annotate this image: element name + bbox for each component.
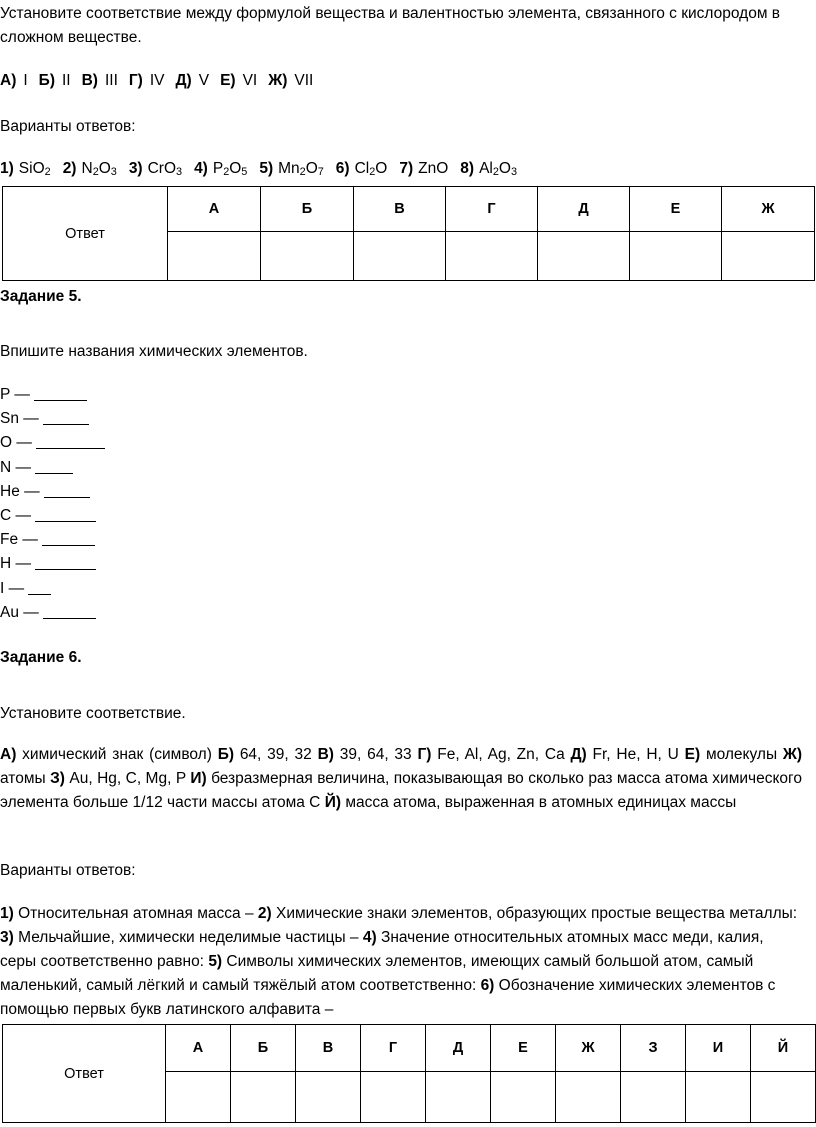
valence-letter: Б) — [38, 72, 55, 89]
option-number: 4) — [362, 929, 377, 946]
matching-text: Au, Hg, C, Mg, P — [69, 770, 186, 787]
element-item — [0, 504, 96, 528]
formula — [213, 160, 247, 177]
option-number: 3) — [0, 929, 14, 946]
task4-formula-options — [0, 157, 517, 181]
formula-subscript: 2 — [44, 166, 51, 178]
formula-subscript: 3 — [510, 166, 517, 178]
option-number: 2) — [257, 905, 272, 922]
option-number: 5) — [259, 160, 274, 177]
matching-letter: Е) — [684, 746, 701, 763]
formula — [81, 160, 116, 177]
matching-text: безразмерная величина, показывающая во сколько раз масса атома химического элемента больше 1/12 части массы атома С — [0, 770, 802, 811]
column-header: Б — [231, 1025, 296, 1072]
option-text: Символы химических элементов, имеющих самый большой атом, самый маленький, самый лёгкий и самый тяжёлый атом соответственно: — [0, 953, 754, 994]
answer-blank[interactable] — [44, 481, 90, 498]
column-header: Е — [491, 1025, 556, 1072]
option-number: 7) — [399, 160, 414, 177]
task4-valence-list — [0, 69, 313, 93]
valence-value: I — [23, 72, 28, 89]
task6-answer-table — [2, 1024, 816, 1123]
option-number: 6) — [480, 977, 495, 994]
matching-letter: В) — [317, 746, 334, 763]
column-header: Г — [446, 187, 538, 232]
task5-instruction: Впишите названия химических элементов. — [0, 343, 308, 360]
formula-symbol: Mn — [278, 160, 300, 177]
formula-subscript: 5 — [241, 166, 248, 178]
element-item — [0, 407, 89, 431]
column-header: Ж — [722, 187, 815, 232]
option-number: 2) — [62, 160, 77, 177]
matching-letter: Б) — [217, 746, 234, 763]
element-item — [0, 383, 87, 407]
element-item — [0, 577, 51, 601]
answer-cell[interactable] — [354, 232, 446, 281]
matching-text: атомы — [0, 770, 46, 787]
valence-value: V — [198, 72, 210, 89]
formula-symbol: Al — [479, 160, 493, 177]
answer-blank[interactable] — [43, 602, 96, 619]
task4-variants-label: Варианты ответов: — [0, 118, 136, 135]
formula — [479, 160, 517, 177]
option-number: 4) — [194, 160, 208, 177]
answer-cell[interactable] — [538, 232, 630, 281]
matching-letter: З) — [50, 770, 65, 787]
option-number: 1) — [0, 905, 14, 922]
element-item — [0, 601, 96, 625]
matching-letter: Ж) — [782, 746, 803, 763]
column-header: Й — [751, 1025, 816, 1072]
answer-cell[interactable] — [686, 1072, 751, 1123]
option-text: Химические знаки элементов, образующих простые вещества металлы: — [276, 905, 798, 922]
answer-cell[interactable] — [630, 232, 722, 281]
column-header: Д — [538, 187, 630, 232]
formula-symbol: Cl — [354, 160, 370, 177]
element-symbol: Sn — — [0, 410, 39, 428]
answer-blank[interactable] — [36, 432, 104, 449]
answer-cell[interactable] — [361, 1072, 426, 1123]
matching-text: масса атома, выраженная в атомных единицах массы — [345, 794, 737, 811]
element-symbol: He — — [0, 482, 40, 500]
answer-blank[interactable] — [28, 578, 51, 595]
element-symbol: C — — [0, 507, 31, 524]
valence-value: IV — [149, 72, 165, 89]
formula-subscript: 2 — [299, 166, 306, 178]
valence-letter: Е) — [220, 72, 236, 89]
answer-cell[interactable] — [446, 232, 538, 281]
column-header: А — [168, 187, 261, 232]
task4-answer-table — [2, 186, 815, 281]
element-symbol: N — — [0, 458, 31, 476]
formula-symbol: O — [305, 160, 318, 177]
element-item — [0, 456, 73, 480]
option-number: 1) — [0, 160, 14, 177]
formula-symbol: P — [212, 160, 224, 177]
task6-title: Задание 6. — [0, 649, 82, 666]
formula — [148, 160, 182, 177]
column-header: З — [621, 1025, 686, 1072]
answer-label-cell: Ответ — [3, 187, 168, 281]
matching-text: химический знак (символ) — [22, 746, 212, 763]
element-item — [0, 480, 90, 504]
option-text: Относительная атомная масса – — [18, 905, 254, 922]
answer-blank[interactable] — [35, 457, 73, 474]
matching-letter: Д) — [570, 746, 587, 763]
answer-cell[interactable] — [556, 1072, 621, 1123]
formula-symbol: N — [81, 160, 93, 177]
answer-blank[interactable] — [43, 408, 89, 425]
answer-blank[interactable] — [42, 529, 95, 546]
valence-value: VII — [294, 72, 314, 89]
element-symbol: I — — [0, 579, 25, 597]
column-header: В — [354, 187, 446, 232]
column-header: А — [166, 1025, 231, 1072]
answer-cell[interactable] — [621, 1072, 686, 1123]
element-symbol: H — — [0, 555, 31, 573]
option-text: Обозначение химических элементов с помощью первых букв латинского алфавита – — [0, 977, 776, 1018]
formula-symbol: ZnO — [418, 160, 449, 177]
option-text: Мельчайшие, химически неделимые частицы – — [18, 929, 359, 946]
valence-letter: Ж) — [268, 72, 288, 89]
element-item — [0, 528, 95, 552]
option-number: 3) — [128, 160, 143, 177]
matching-letter: И) — [190, 770, 207, 787]
task6-answer-options — [0, 902, 804, 1022]
answer-cell[interactable] — [166, 1072, 231, 1123]
element-item — [0, 552, 96, 576]
answer-cell[interactable] — [261, 232, 354, 281]
element-symbol: P — — [0, 386, 30, 403]
formula-symbol: O — [498, 160, 511, 177]
formula-subscript: 3 — [176, 166, 183, 178]
answer-label-cell: Ответ — [3, 1025, 166, 1123]
answer-cell[interactable] — [296, 1072, 361, 1123]
formula-subscript: 2 — [492, 166, 499, 178]
column-header: Ж — [556, 1025, 621, 1072]
option-text: Значение относительных атомных масс меди, калия, серы соответственно равно: — [0, 929, 764, 970]
matching-text: Fe, Al, Ag, Zn, Ca — [437, 746, 565, 763]
column-header: Е — [630, 187, 722, 232]
formula — [278, 160, 324, 177]
formula-symbol: O — [163, 160, 177, 177]
element-symbol: O — — [0, 434, 32, 452]
matching-text: 64, 39, 32 — [239, 746, 312, 763]
element-symbol: Fe — — [0, 531, 38, 549]
valence-letter: Г) — [128, 72, 143, 89]
column-header: Г — [361, 1025, 426, 1072]
valence-value: III — [104, 72, 118, 89]
matching-text: молекулы — [705, 746, 778, 763]
element-item — [0, 431, 105, 455]
formula-symbol: Si — [18, 160, 33, 177]
task6-instruction: Установите соответствие. — [0, 705, 186, 722]
answer-blank[interactable] — [35, 553, 96, 570]
valence-value: II — [61, 72, 71, 89]
matching-text: 39, 64, 33 — [339, 746, 412, 763]
matching-text: Fr, He, H, U — [592, 746, 679, 763]
formula-subscript: 2 — [223, 166, 230, 178]
formula-subscript: 3 — [110, 166, 117, 178]
task6-variants-label: Варианты ответов: — [0, 862, 136, 879]
answer-cell[interactable] — [231, 1072, 296, 1123]
valence-letter: Д) — [175, 72, 192, 89]
formula-subscript: 2 — [369, 166, 376, 178]
formula-subscript: 7 — [317, 166, 324, 178]
formula-symbol: O — [98, 160, 111, 177]
task5-title: Задание 5. — [0, 288, 82, 305]
matching-letter: Й) — [324, 794, 341, 811]
column-header: Б — [261, 187, 354, 232]
option-number: 6) — [335, 160, 350, 177]
element-symbol: Au — — [0, 603, 39, 621]
formula — [19, 160, 51, 177]
column-header: В — [296, 1025, 361, 1072]
answer-cell[interactable] — [722, 232, 815, 281]
task6-matching-items — [0, 743, 802, 815]
formula-symbol: O — [229, 160, 242, 177]
matching-letter: Г) — [417, 746, 432, 763]
answer-cell[interactable] — [168, 232, 261, 281]
task4-instruction-line1: Установите соответствие между формулой вещества и валентностью элемента, связанного с кислородом в — [0, 5, 781, 22]
task4-instruction-line2: сложном веществе. — [0, 29, 142, 46]
formula-symbol: O — [375, 160, 388, 177]
column-header: И — [686, 1025, 751, 1072]
formula-subscript: 2 — [92, 166, 99, 178]
option-number: 8) — [460, 160, 475, 177]
answer-cell[interactable] — [751, 1072, 816, 1123]
answer-cell[interactable] — [426, 1072, 491, 1123]
answer-cell[interactable] — [491, 1072, 556, 1123]
answer-blank[interactable] — [34, 384, 87, 401]
valence-letter: А) — [0, 72, 17, 89]
option-number: 5) — [208, 953, 223, 970]
column-header: Д — [426, 1025, 491, 1072]
matching-letter: А) — [0, 746, 17, 763]
formula — [355, 160, 388, 177]
valence-value: VI — [242, 72, 258, 89]
valence-letter: В) — [81, 72, 98, 89]
formula-symbol: O — [32, 160, 45, 177]
formula-symbol: Cr — [147, 160, 164, 177]
answer-blank[interactable] — [35, 505, 96, 522]
formula — [418, 160, 448, 177]
